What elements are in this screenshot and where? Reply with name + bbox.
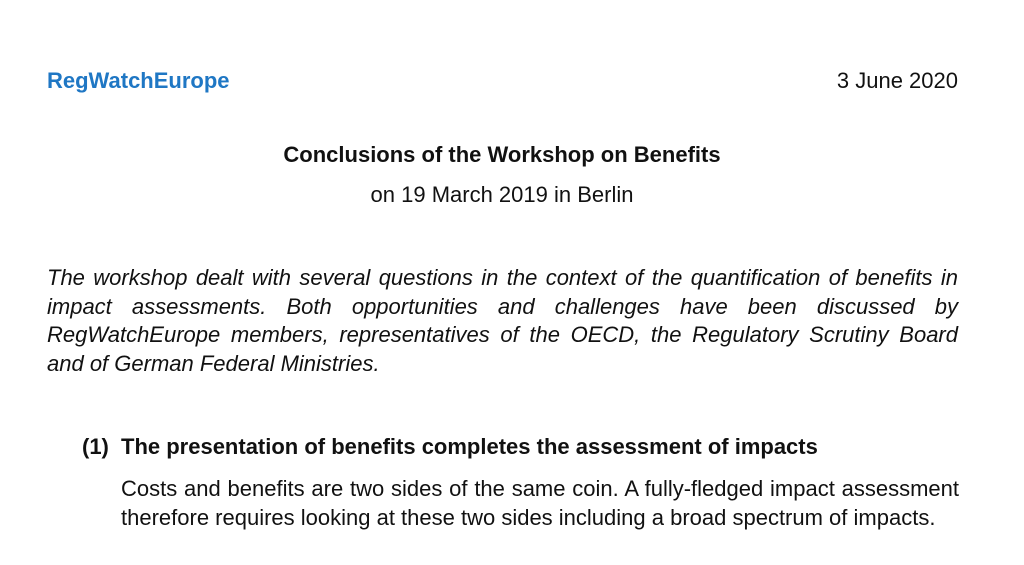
document-subtitle: on 19 March 2019 in Berlin <box>370 182 634 207</box>
document-title: Conclusions of the Workshop on Benefits <box>283 142 721 167</box>
intro-paragraph: The workshop dealt with several questions in the context of the quantification of benefits in impact assessments. Both opportunities and challenges have been discussed by RegWatchEurope members, representatives of the OECD, the Regulatory Scrutiny Board and of German Federal Ministries. <box>47 265 958 376</box>
section-body: Costs and benefits are two sides of the same coin. A fully-fledged impact assessment therefore requires looking at these two sides including a broad spectrum of impacts. <box>121 476 959 530</box>
document-date: 3 June 2020 <box>836 68 958 93</box>
section-number: (1) <box>82 434 109 459</box>
brand-name: RegWatchEurope <box>47 68 230 93</box>
section-heading <box>82 433 818 461</box>
section-heading-text: The presentation of benefits completes the assessment of impacts <box>121 434 818 459</box>
